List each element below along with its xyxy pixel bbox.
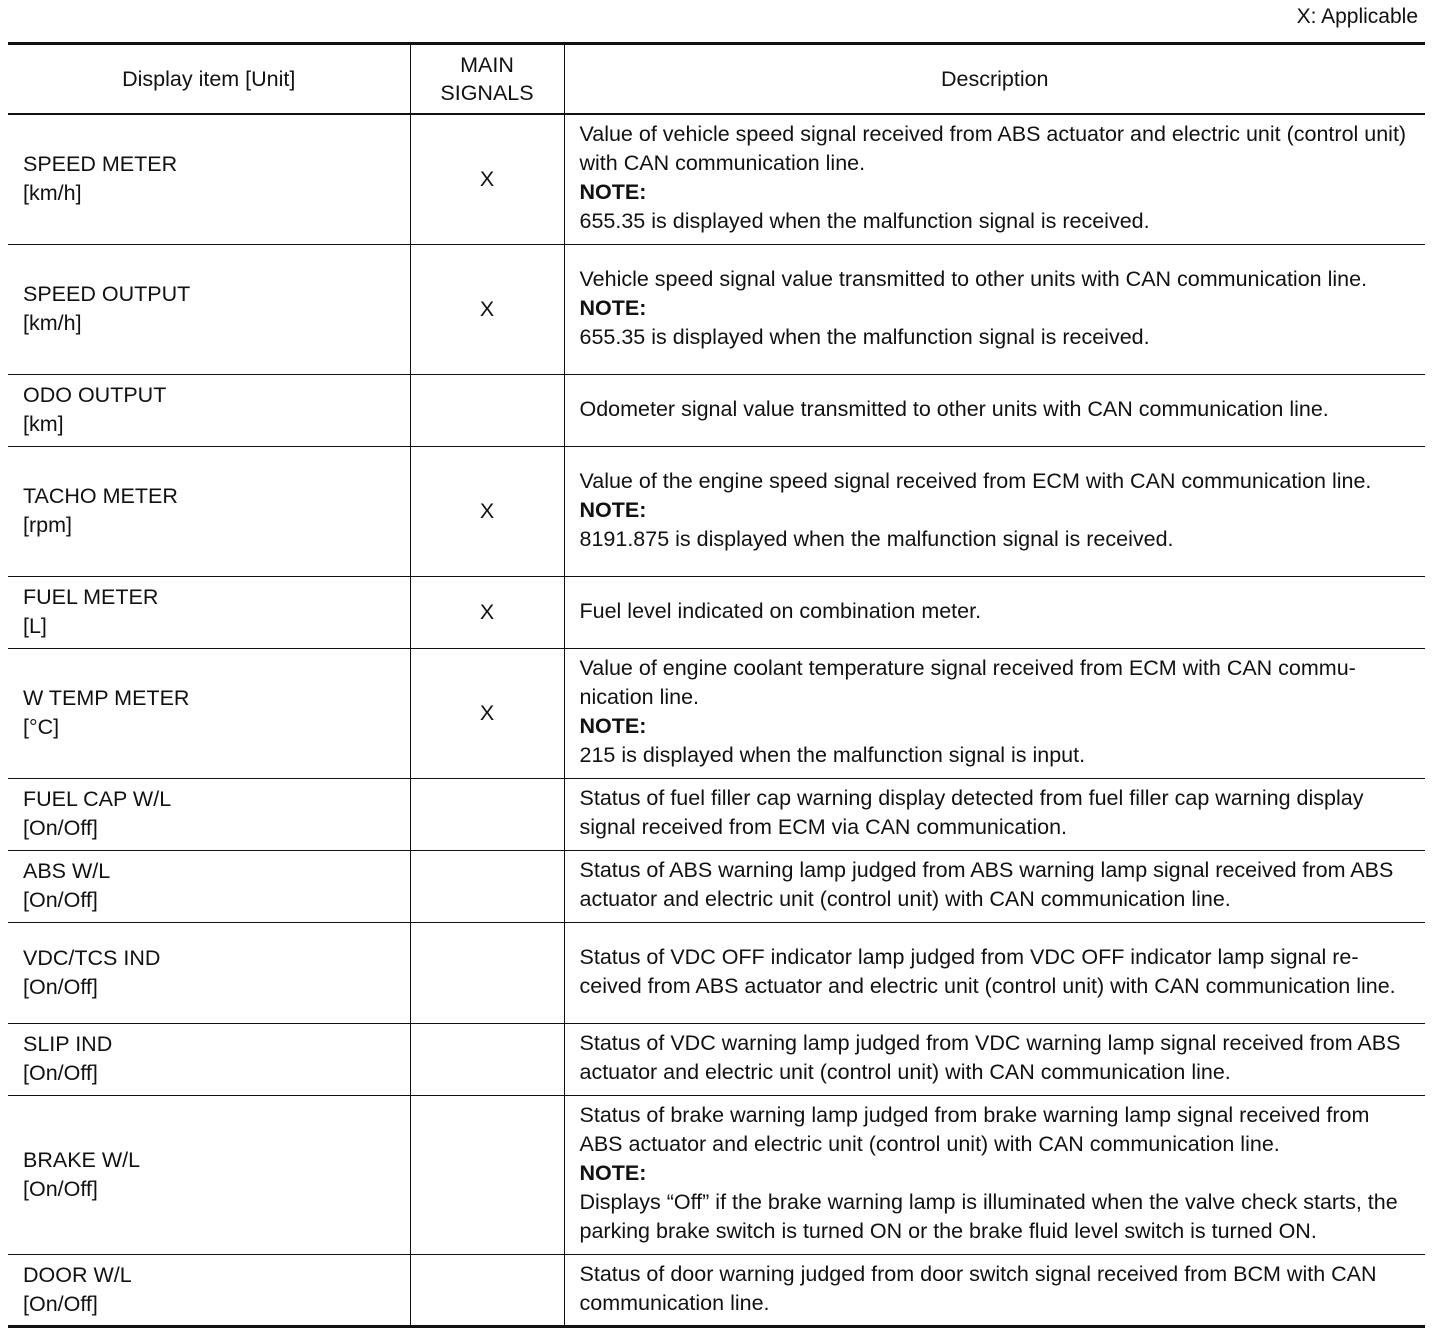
description-text: Status of VDC warning lamp judged from VDC warning lamp signal received from ABS actuator and electric unit (control unit) with CAN communication line.	[579, 1031, 1401, 1084]
description-cell	[564, 576, 1425, 648]
note-text: 655.35 is displayed when the malfunction signal is received.	[579, 324, 1150, 349]
main-signal-mark: X	[410, 576, 564, 648]
display-item-unit: [km]	[23, 412, 64, 436]
display-items-table	[8, 42, 1425, 1328]
main-signal-mark	[410, 850, 564, 922]
note-text: 655.35 is displayed when the malfunction signal is received.	[579, 209, 1150, 234]
table-row	[8, 1023, 1425, 1095]
display-item-unit: [On/Off]	[23, 1291, 98, 1316]
description-cell	[564, 446, 1425, 576]
main-signal-mark	[410, 374, 564, 446]
main-signal-mark	[410, 1254, 564, 1326]
display-item-cell	[8, 374, 410, 446]
main-signal-mark: X	[410, 244, 564, 374]
description-text: Status of door warning judged from door switch signal received from BCM with CAN communication line.	[579, 1261, 1377, 1315]
description-text: Value of vehicle speed signal received from ABS actuator and electric unit (control unit) with CAN communication line.	[579, 122, 1407, 176]
description-cell	[564, 922, 1425, 1023]
display-item-unit: [On/Off]	[23, 974, 98, 999]
table-row	[8, 778, 1425, 850]
display-item-unit: [L]	[23, 614, 47, 638]
applicable-legend: X: Applicable	[1296, 5, 1418, 28]
display-item-unit: [On/Off]	[23, 1061, 98, 1085]
description-text: Status of brake warning lamp judged from brake warning lamp signal received from ABS actuator and electric unit (control unit) with CAN communication line.	[579, 1103, 1370, 1156]
description-cell	[564, 850, 1425, 922]
description-cell	[564, 244, 1425, 374]
header-main-signals-line1: MAIN	[460, 53, 514, 77]
main-signal-mark	[410, 1095, 564, 1254]
display-item-name: BRAKE W/L	[23, 1147, 141, 1172]
table-row	[8, 446, 1425, 576]
display-item-cell	[8, 114, 410, 244]
display-item-cell	[8, 576, 410, 648]
main-signal-mark: X	[410, 114, 564, 244]
display-item-cell	[8, 1023, 410, 1095]
display-item-unit: [km/h]	[23, 311, 82, 335]
description-cell	[564, 1023, 1425, 1095]
display-item-name: FUEL METER	[23, 585, 159, 609]
display-item-unit: [°C]	[23, 715, 60, 739]
table-row	[8, 850, 1425, 922]
display-item-cell	[8, 778, 410, 850]
main-signal-mark	[410, 922, 564, 1023]
display-item-unit: [On/Off]	[23, 1176, 98, 1201]
description-text: Vehicle speed signal value transmitted to other units with CAN communication line.	[579, 266, 1368, 291]
note-text: 8191.875 is displayed when the malfunction signal is received.	[579, 526, 1174, 551]
display-item-cell	[8, 244, 410, 374]
display-item-name: ABS W/L	[23, 859, 111, 883]
description-text: Status of fuel filler cap warning display detected from fuel filler cap warning display signal received from ECM via CAN communication.	[579, 786, 1364, 839]
description-cell	[564, 778, 1425, 850]
description-text: Status of ABS warning lamp judged from ABS warning lamp signal received from ABS actuator and electric unit (control unit) with CAN communication line.	[579, 858, 1394, 911]
note-label: NOTE:	[579, 497, 647, 522]
main-signal-mark: X	[410, 648, 564, 778]
note-text: Displays “Off” if the brake warning lamp is illuminated when the valve check starts, the parking brake switch is turned ON or the brake fluid level switch is turned ON.	[579, 1190, 1398, 1243]
description-text: Fuel level indicated on combination meter.	[579, 598, 982, 623]
main-signal-mark	[410, 1023, 564, 1095]
note-label: NOTE:	[579, 295, 647, 320]
display-item-name: VDC/TCS IND	[23, 945, 161, 970]
display-item-name: FUEL CAP W/L	[23, 787, 172, 811]
header-main-signals-line2: SIGNALS	[440, 81, 534, 105]
display-item-cell	[8, 850, 410, 922]
display-item-cell	[8, 1095, 410, 1254]
display-item-unit: [On/Off]	[23, 816, 98, 840]
display-item-cell	[8, 1254, 410, 1326]
main-signal-mark: X	[410, 446, 564, 576]
table-row	[8, 922, 1425, 1023]
display-item-unit: [rpm]	[23, 513, 72, 537]
note-label: NOTE:	[579, 180, 647, 205]
display-item-cell	[8, 922, 410, 1023]
description-cell	[564, 1254, 1425, 1326]
description-text: Status of VDC OFF indicator lamp judged from VDC OFF indicator lamp signal re-ceived from ABS actuator and electric unit (control unit) with CAN communication line.	[579, 944, 1396, 998]
display-item-unit: [km/h]	[23, 181, 82, 206]
description-cell	[564, 648, 1425, 778]
note-label: NOTE:	[579, 714, 647, 738]
header-main-signals	[410, 44, 564, 115]
table-row	[8, 576, 1425, 648]
description-text: Value of the engine speed signal received from ECM with CAN communication line.	[579, 468, 1372, 493]
display-item-name: TACHO METER	[23, 484, 178, 508]
display-item-name: SPEED OUTPUT	[23, 282, 191, 306]
display-item-cell	[8, 446, 410, 576]
description-cell	[564, 114, 1425, 244]
table-row	[8, 1254, 1425, 1326]
display-item-name: DOOR W/L	[23, 1262, 132, 1287]
description-cell	[564, 1095, 1425, 1254]
display-item-cell	[8, 648, 410, 778]
table-header-row	[8, 44, 1425, 115]
note-text: 215 is displayed when the malfunction signal is input.	[579, 743, 1086, 767]
display-item-name: W TEMP METER	[23, 686, 190, 710]
table-row	[8, 244, 1425, 374]
description-text: Value of engine coolant temperature signal received from ECM with CAN commu-nication line.	[579, 656, 1356, 709]
display-item-unit: [On/Off]	[23, 888, 98, 912]
table-row	[8, 374, 1425, 446]
description-text: Odometer signal value transmitted to other units with CAN communication line.	[579, 396, 1329, 421]
main-signal-mark	[410, 778, 564, 850]
display-item-name: SPEED METER	[23, 152, 178, 177]
note-label: NOTE:	[579, 1161, 647, 1185]
header-display-item: Display item [Unit]	[8, 44, 410, 115]
table-row	[8, 1095, 1425, 1254]
table-row	[8, 114, 1425, 244]
description-cell	[564, 374, 1425, 446]
table-row	[8, 648, 1425, 778]
table-body	[8, 114, 1425, 1326]
header-description: Description	[564, 44, 1425, 115]
display-item-name: SLIP IND	[23, 1032, 113, 1056]
display-item-name: ODO OUTPUT	[23, 383, 167, 407]
